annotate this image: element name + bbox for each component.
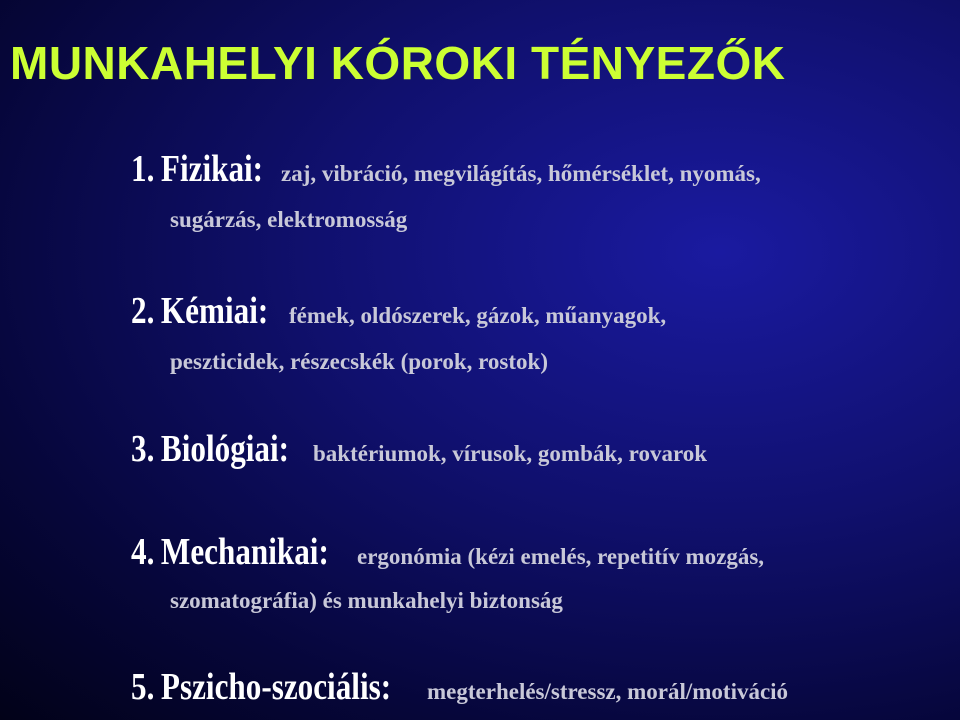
list-item-line — [131, 292, 666, 330]
item-description-continued: szomatográfia) és munkahelyi biztonság — [170, 588, 563, 613]
list-item-line — [131, 430, 707, 468]
list-item-line — [131, 533, 764, 571]
item-description: fémek, oldószerek, gázok, műanyagok, — [289, 303, 667, 328]
list-item-line — [131, 150, 761, 188]
item-number: 2. — [131, 290, 155, 332]
item-description: ergonómia (kézi emelés, repetitív mozgás, — [357, 544, 765, 569]
item-number: 4. — [131, 531, 155, 573]
item-heading-text: Biológiai: — [160, 428, 290, 470]
item-number: 1. — [131, 148, 155, 190]
item-heading-text: Pszicho-szociális: — [160, 666, 392, 708]
item-description-continued: sugárzás, elektromosság — [170, 207, 408, 232]
list-item-line — [131, 668, 788, 706]
item-description: zaj, vibráció, megvilágítás, hőmérséklet, nyomás, — [281, 161, 761, 186]
item-description-continued: peszticidek, részecskék (porok, rostok) — [170, 349, 548, 374]
slide-title: MUNKAHELYI KÓROKI TÉNYEZŐK — [10, 37, 786, 89]
item-heading — [131, 668, 391, 706]
item-heading-group — [131, 150, 281, 188]
item-description: baktériumok, vírusok, gombák, rovarok — [313, 441, 708, 466]
item-number: 3. — [131, 428, 155, 470]
item-heading — [131, 150, 263, 188]
item-number: 5. — [131, 666, 155, 708]
item-heading-group — [131, 430, 313, 468]
item-heading — [131, 533, 329, 571]
item-heading-text: Kémiai: — [160, 290, 269, 332]
item-heading-group — [131, 533, 357, 571]
item-description: megterhelés/stressz, morál/motiváció — [427, 679, 789, 704]
item-heading — [131, 292, 268, 330]
item-heading-text: Fizikai: — [160, 148, 264, 190]
item-heading-group — [131, 292, 289, 330]
item-heading-group — [131, 668, 427, 706]
item-heading — [131, 430, 289, 468]
item-heading-text: Mechanikai: — [160, 531, 329, 573]
